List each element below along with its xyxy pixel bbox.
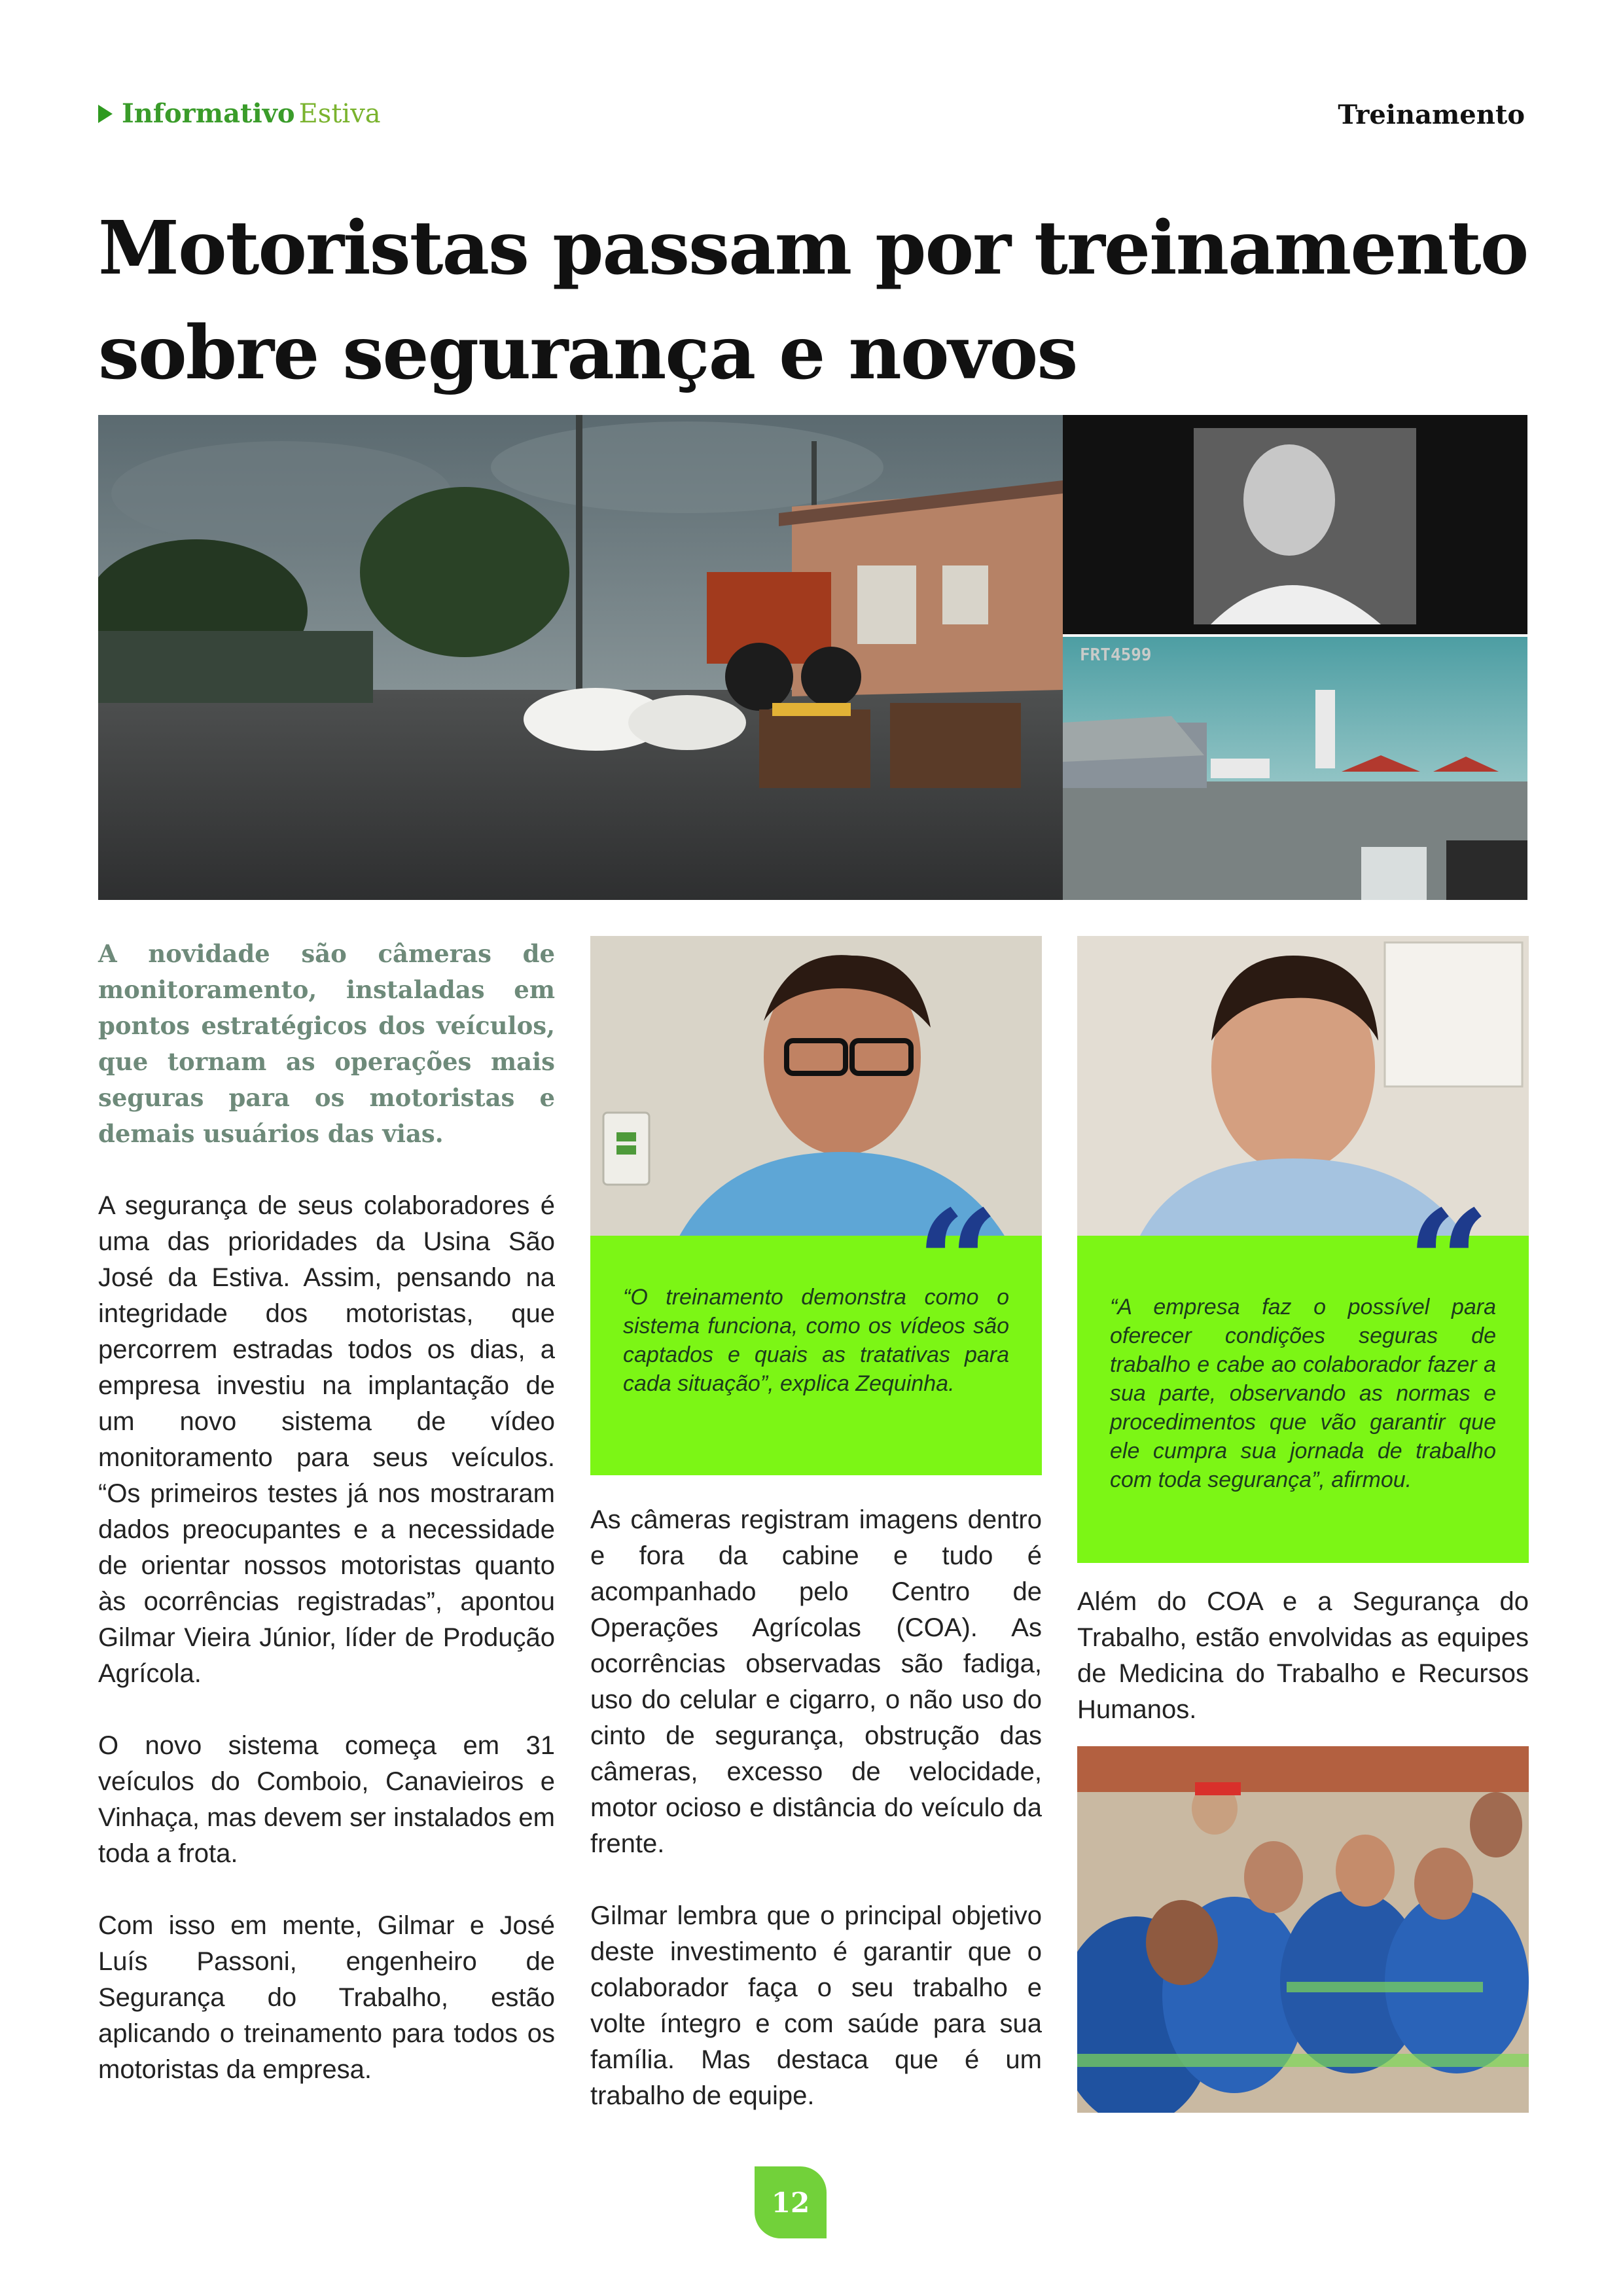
quote-text: “O treinamento demonstra como o sistema funciona, como os vídeos são captados e quais as tratativas para cada situação”, explica Zequinha.: [623, 1285, 1009, 1396]
article-lead: A novidade são câmeras de monitoramento, instaladas em pontos estratégicos dos veículos, que tornam as operações mais seguras para os motoristas e demais usuários das vias.: [98, 939, 555, 1148]
camera-footage-illustration: [98, 415, 1527, 900]
quote-text: “A empresa faz o possível para oferecer condições seguras de trabalho e cabe ao colaborador fazer a sua parte, observando as normas e procedimentos que vão garantir que ele cumpra sua jornada de trabalho com toda segurança”, afirmou.: [1110, 1295, 1496, 1492]
paragraph: Com isso em mente, Gilmar e José Luís Passoni, engenheiro de Segurança do Trabalho, estão aplicando o treinamento para todos os motoristas da empresa.: [98, 1911, 555, 2084]
triangle-bullet-icon: [98, 105, 113, 123]
paragraph: O novo sistema começa em 31 veículos do Comboio, Canavieiros e Vinhaça, mas devem ser instalados em toda a frota.: [98, 1731, 555, 1868]
paragraph: Além do COA e a Segurança do Trabalho, estão envolvidas as equipes de Medicina do Trabalho e Recursos Humanos.: [1077, 1587, 1529, 1724]
column-3: [1077, 1584, 1529, 1764]
workers-training-photo: [1077, 1746, 1529, 2113]
quote-mark-icon: “: [916, 1178, 999, 1348]
column-2: [590, 1502, 1042, 2150]
paragraph: As câmeras registram imagens dentro e fora da cabine e tudo é acompanhado pelo Centro de Operações Agrícolas (COA). As ocorrências observadas são fadiga, uso do celular e cigarro, o não uso do cinto de segurança, obstrução das câmeras, excesso de velocidade, motor ocioso e distância do veículo da frente.: [590, 1505, 1042, 1858]
section-label: Treinamento: [1338, 99, 1525, 130]
quote-mark-icon: “: [1407, 1178, 1490, 1348]
training-room-photo: [1077, 1746, 1529, 2113]
column-1: [98, 936, 555, 2124]
running-header: [98, 98, 381, 129]
article-title: Motoristas passam por treinamento sobre segurança e novos: [98, 206, 1528, 396]
publication-name: Informativo: [122, 98, 295, 129]
paragraph: Gilmar lembra que o principal objetivo deste investimento é garantir que o colaborador faça o seu trabalho e volte íntegro e com saúde para sua família. Mas destaca que é um trabalho de equipe.: [590, 1901, 1042, 2110]
camera-plate-label: FRT4599: [1080, 645, 1152, 665]
paragraph: A segurança de seus colaboradores é uma das prioridades da Usina São José da Estiva. Assim, pensando na integridade dos motoristas, que percorrem estradas todos os dias, a empresa investiu na implantação de um novo sistema de vídeo monitoramento para seus veículos. “Os primeiros testes já nos mostraram dados preocupantes e a necessidade de orientar nossos motoristas quanto às ocorrências registradas”, apontou Gilmar Vieira Júnior, líder de Produção Agrícola.: [98, 1191, 555, 1688]
article-top-photo: [98, 415, 1527, 900]
page-number: 12: [755, 2166, 827, 2238]
publication-suffix: Estiva: [298, 99, 381, 129]
